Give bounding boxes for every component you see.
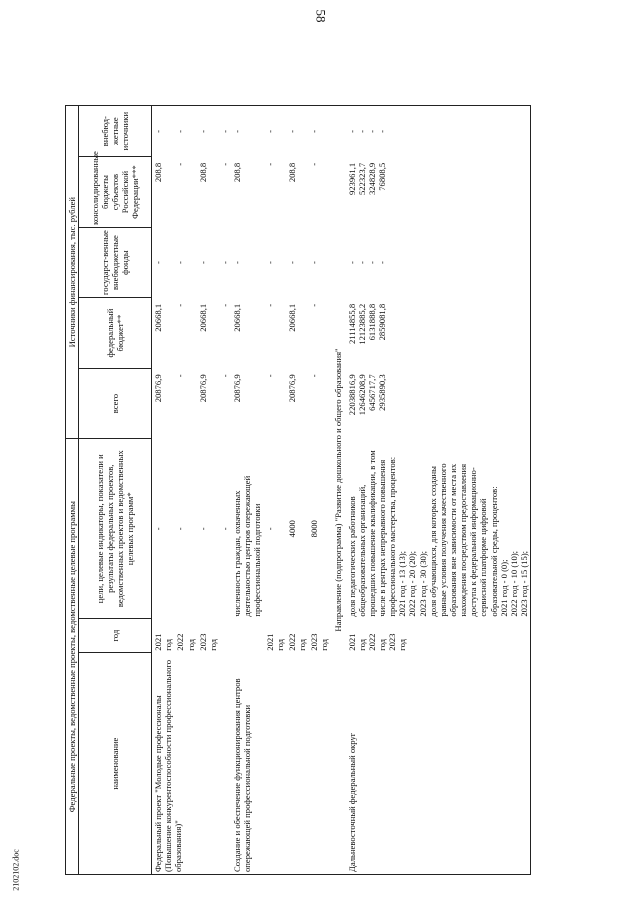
funding-group-header: Источники финансирования, тыс. рублей — [66, 106, 79, 439]
row-federal: - — [219, 303, 230, 307]
row-extra: - — [308, 106, 330, 157]
col-federal-header: федеральный бюджет** — [79, 298, 152, 369]
row-year: 2021 год — [264, 633, 285, 651]
district-total: 22038816,9 12646208,9 6456717,7 2935890,3 — [346, 368, 531, 439]
row-total: - — [219, 374, 230, 378]
row-year: 2023 год — [197, 633, 218, 651]
row-year: 2021 год — [153, 633, 174, 651]
district-years: 2021 год 2022 год 2023 год — [346, 619, 531, 653]
row-extra: - — [197, 106, 219, 157]
row-federal: 20668,1 — [286, 303, 297, 332]
row-name: Создание и обеспечение функционирования центров опережающей профессиональной подготовки — [231, 653, 330, 875]
col-regional-header: консолидированные бюджеты субъектов Российской Федерации*** — [79, 157, 152, 228]
row-extra: - — [264, 106, 286, 157]
row-funds: - — [219, 261, 230, 265]
district-federal: 21114855,8 12123885,2 6131888,8 2859081,8 — [346, 298, 531, 369]
col-funds-header: государст-венные внебюджетные фонды — [79, 227, 152, 298]
col-year-header: год — [79, 619, 152, 653]
row-regional: 208,8 — [286, 162, 297, 183]
district-funds: - - - - — [346, 227, 531, 298]
financing-table — [65, 105, 531, 875]
row-extra: - — [286, 106, 308, 157]
district-regional: 923961,1 522323,7 324828,9 76808,5 — [346, 157, 531, 228]
row-regional: - — [309, 162, 320, 166]
row-year: 2022 год — [175, 633, 196, 651]
direction-row — [330, 106, 345, 875]
row-extra: - — [219, 106, 231, 157]
row-total: 20876,9 — [232, 374, 243, 403]
row-funds: - — [264, 261, 275, 265]
row-funds: - — [153, 261, 164, 265]
row-funds: - — [309, 261, 320, 265]
row-year: 2023 год — [309, 633, 330, 651]
row-year: 2022 год — [286, 633, 307, 651]
direction-title: Направление (подпрограмма) "Развитие дошкольного и общего образования" — [330, 106, 345, 875]
row-funds: - — [286, 261, 297, 265]
row-name: Федеральный проект "Молодые профессионалы (Повышение конкурентоспособности профессионального образования)" — [152, 653, 231, 875]
row-funds: - — [232, 261, 243, 265]
table-row — [152, 106, 175, 875]
row-federal: 20668,1 — [197, 303, 208, 332]
row-indicator: - — [197, 527, 208, 531]
row-indicator: - — [219, 527, 230, 531]
row-indicator: 8000 — [309, 520, 320, 538]
col-total-header: всего — [79, 368, 152, 439]
row-federal: 20668,1 — [232, 303, 243, 332]
row-indicator: численность граждан, охваченных деятельностью центров опережающей профессиональной подготовки — [232, 475, 263, 617]
row-indicator: - — [264, 527, 275, 531]
row-indicator: - — [175, 527, 186, 531]
row-extra: - — [152, 106, 175, 157]
col-indicators-header: цели, целевые индикаторы, показатели и результаты федеральных проектов, ведомственных проектов и ведомственных целевых программ* — [79, 439, 152, 619]
row-regional: 208,8 — [197, 162, 208, 183]
row-total: - — [175, 374, 186, 378]
district-indicator: доля педагогических работников общеобразовательных организаций, прошедших повышение квалификации, в том числе в центрах непрерывного повышения профессионального мастерства, процентов: 2021 год - 13 (13); 2022 год - 20 (20); 2023 год - 30 (30); доля обучающихся, для которых созданы равные условия получения качественного образования вне зависимости от места их нахождения посредством предоставления доступа к федеральной информационно-сервисной платформе цифровой образовательной среды, процентов: 2021 год - 0 (0); 2022 год - 10 (10); 2023 год - 15 (15); — [346, 439, 531, 619]
row-total: - — [264, 374, 275, 378]
row-federal: - — [264, 303, 275, 307]
row-extra: - — [174, 106, 196, 157]
col-name-header: наименование — [79, 653, 152, 875]
row-total: 20876,9 — [197, 374, 208, 403]
row-federal: 20668,1 — [153, 303, 164, 332]
row-regional: - — [219, 162, 230, 166]
row-regional: 208,8 — [232, 162, 243, 183]
row-total: 20876,9 — [153, 374, 164, 403]
row-federal: - — [309, 303, 320, 307]
row-year — [231, 619, 263, 653]
row-indicator: - — [153, 527, 164, 531]
row-total: - — [309, 374, 320, 378]
table-row — [231, 106, 263, 875]
row-extra: - — [231, 106, 263, 157]
row-regional: - — [264, 162, 275, 166]
district-extra: - - - - — [346, 106, 531, 157]
district-name: Дальневосточный федеральный округ — [346, 653, 531, 875]
financing-table-rotated — [65, 105, 545, 875]
row-year — [219, 619, 231, 653]
projects-group-header: Федеральные проекты, ведомственные проекты, ведомственные целевые программы — [66, 439, 79, 875]
row-funds: - — [197, 261, 208, 265]
district-row — [346, 106, 531, 875]
row-total: 20876,9 — [286, 374, 297, 403]
row-indicator: 4000 — [286, 520, 297, 538]
col-extra-header: внебюд-жетные источники — [79, 106, 152, 157]
page-number: 58 — [313, 9, 328, 23]
footer-filename: 2102102.doc — [11, 849, 21, 891]
row-regional: - — [175, 162, 186, 166]
row-federal: - — [175, 303, 186, 307]
row-regional: 208,8 — [153, 162, 164, 183]
row-funds: - — [175, 261, 186, 265]
